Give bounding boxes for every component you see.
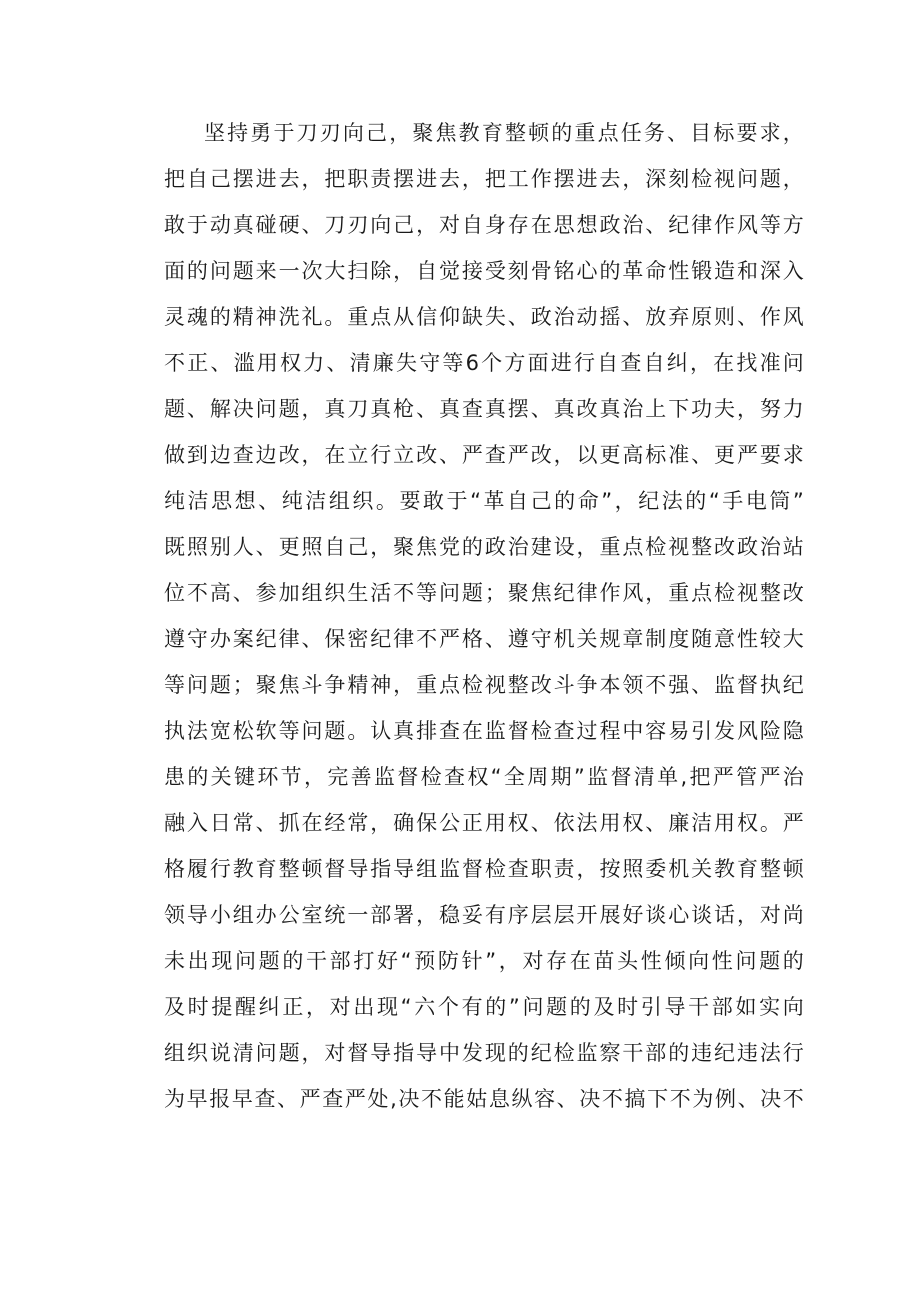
text-line: 格履行教育整顿督导指导组监督检查职责，按照委机关教育整顿 (164, 857, 804, 881)
text-line: 位不高、参加组织生活不等问题；聚焦纪律作风，重点检视整改 (164, 581, 804, 605)
text-line: 患的关键环节，完善监督检查权“全周期”监督清单,把严管严治 (164, 765, 804, 789)
text-line: 灵魂的精神洗礼。重点从信仰缺失、政治动摇、放弃原则、作风 (164, 305, 804, 329)
text-line: 未出现问题的干部打好“预防针”，对存在苗头性倾向性问题的 (164, 949, 804, 973)
text-line: 面的问题来一次大扫除，自觉接受刻骨铭心的革命性锻造和深入 (164, 259, 804, 283)
text-line: 组织说清问题，对督导指导中发现的纪检监察干部的违纪违法行 (164, 1041, 804, 1065)
body-paragraph (164, 110, 804, 1122)
text-line: 领导小组办公室统一部署，稳妥有序层层开展好谈心谈话，对尚 (164, 903, 804, 927)
text-line: 纯洁思想、纯洁组织。要敢于“革自己的命”，纪法的“手电筒” (164, 489, 804, 513)
text-line: 题、解决问题，真刀真枪、真查真摆、真改真治上下功夫，努力 (164, 397, 804, 421)
text-line: 既照别人、更照自己，聚焦党的政治建设，重点检视整改政治站 (164, 535, 804, 559)
text-line: 不正、滥用权力、清廉失守等6个方面进行自查自纠，在找准问 (164, 351, 804, 375)
text-line: 做到边查边改，在立行立改、严查严改，以更高标准、更严要求 (164, 443, 804, 467)
text-line: 坚持勇于刀刃向己，聚焦教育整顿的重点任务、目标要求， (204, 121, 804, 145)
text-line: 把自己摆进去，把职责摆进去，把工作摆进去，深刻检视问题， (164, 167, 804, 191)
text-line: 敢于动真碰硬、刀刃向己，对自身存在思想政治、纪律作风等方 (164, 213, 804, 237)
text-line: 等问题；聚焦斗争精神，重点检视整改斗争本领不强、监督执纪 (164, 673, 804, 697)
text-line: 遵守办案纪律、保密纪律不严格、遵守机关规章制度随意性较大 (164, 627, 804, 651)
text-line: 及时提醒纠正，对出现“六个有的”问题的及时引导干部如实向 (164, 995, 804, 1019)
text-line: 执法宽松软等问题。认真排查在监督检查过程中容易引发风险隐 (164, 719, 804, 743)
text-line: 为早报早查、严查严处,决不能姑息纵容、决不搞下不为例、决不 (164, 1087, 804, 1111)
text-line: 融入日常、抓在经常，确保公正用权、依法用权、廉洁用权。严 (164, 811, 804, 835)
